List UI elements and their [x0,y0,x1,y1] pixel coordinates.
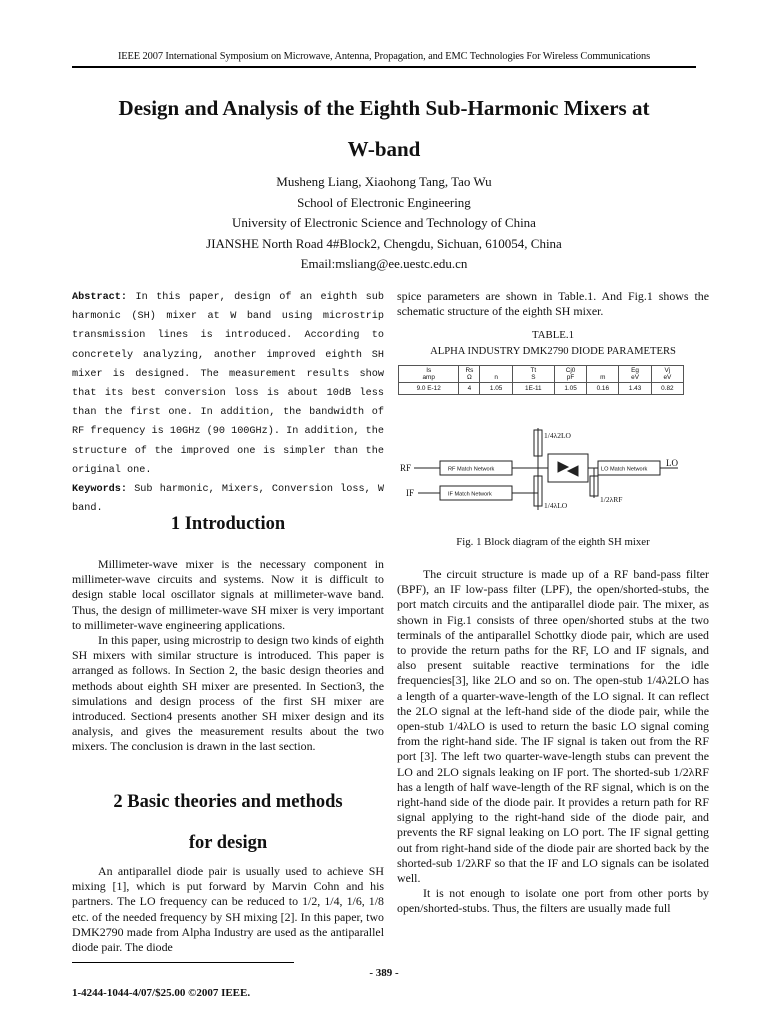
right-column-top [397,289,709,319]
abstract-label: Abstract: [72,292,128,303]
title-line-2: W-band [347,137,421,161]
if-port-label: IF [406,488,415,498]
table-head-cell: Rs Ω [459,366,480,383]
footnote-rule [72,962,294,963]
table-label: TABLE.1 [531,329,575,341]
abstract-text: In this paper, design of an eighth sub harmonic (SH) mixer at W band using microstrip transmission lines is introduced. According to concretely analyzing, another improved eighth SH mixer is designed. The measurement results show that its best conversion loss is about 10dB less than the first one. In addition, the bandwidth of RF frequency is 10GHz (90 100GHz). In addition, the structure of the improved one is simpler than the original one. [72,292,384,476]
table-header-row [399,366,684,383]
stub-2lo-label: 1/4λ2LO [544,431,571,440]
table-cell: 1.43 [619,383,651,395]
author-names: Musheng Liang, Xiaohong Tang, Tao Wu [276,174,492,189]
table-cell: 4 [459,383,480,395]
section-2-body [72,864,384,955]
sec2-paragraph-1: An antiparallel diode pair is usually used to achieve SH mixing [1], which is put forward by Marvin Cohn and his partners. The LO frequency can be reduced to 1/2, 1/4, 1/6, 1/8 etc. of the needed frequency by SH mixing [2]. In this paper, two DMK2790 made from Alpha Industry are used as the antiparallel diode pair. The diode [72,864,384,955]
header-rule [72,66,696,68]
author-email: Email:msliang@ee.uestc.edu.cn [300,256,468,272]
table-head-cell: Is amp [399,366,459,383]
diode-pair-box [548,454,588,482]
table-head-cell: m [587,366,619,383]
keywords-label: Keywords: [72,484,128,496]
lo-match-label: LO Match Network [601,466,648,473]
if-match-label: IF Match Network [448,491,492,498]
rf-port-label: RF [400,463,412,473]
right-column-body [397,567,709,917]
stub-lo-label: 1/4λLO [544,501,568,510]
table-title: ALPHA INDUSTRY DMK2790 DIODE PARAMETERS [430,346,676,357]
diode-parameter-table [398,365,684,395]
table-cell: 1.05 [554,383,586,395]
copyright-line: 1-4244-1044-4/07/$25.00 ©2007 IEEE. [72,987,251,999]
table-cell: 0.16 [587,383,619,395]
running-header: IEEE 2007 International Symposium on Microwave, Antenna, Propagation, and EMC Technologies For Wireless Communications [117,51,651,62]
abstract [72,288,384,480]
section-1-heading: 1 Introduction [170,514,286,534]
table-head-cell: n [480,366,512,383]
author-dept: School of Electronic Engineering [297,194,471,210]
diode-lower-icon [568,466,578,476]
rf-match-label: RF Match Network [448,466,495,473]
intro-paragraph-2: In this paper, using microstrip to design two kinds of eighth SH mixers with similar structure is introduced. This paper is arranged as follows. In Section 2, the basic design theories and methods about eighth SH mixer are presented. In Section3, the simulations and design process of the first SH mixer are introduced. Section4 presents another SH mixer design and its analysis, and gives the measurement results about the two mixers. The conclusion is drawn in the last section. [72,633,384,754]
page-number: - 389 - [369,967,399,979]
right-paragraph-1: The circuit structure is made up of a RF band-pass filter (BPF), an IF low-pass filter (LPF), the open/shorted-stubs, the port match circuits and the antiparallel diode pair. The mixer, as shown in Fig.1 consists of three open/shorted stubs at the two terminals of the antiparallel Schottky diode pair, which are used to provide the return paths for the RF, LO and IF signals, and also present suitable reactive terminations for the idle frequencies[3], like 2LO and so on. The open-stub 1/4λ2LO has a length of a quarter-wave-length of the LO signal. It can reflect the 2LO signal at the left-hand side of the diode pair, while the open-stub 1/4λLO is used to return the basic LO signal coming from the right-hand side. The IF signal is taken out from the RF port [3]. The left two quarter-wave-length stubs can prevent the LO and 2LO signals leaking on IF port. The shorted-sub 1/2λRF has a length of half wave-length of the RF signal, which is on the right-hand side of the diode pair. It provides a return path for RF signal applying to the right-hand side of the diode pair, and prevents the RF signal leaking on LO port. The IF signal getting out from right-hand side of the diode pair are shorted back by the shorted-sub 1/2λRF so that the IF and LO signals can be isolated well. [397,567,709,886]
table-head-cell: Eg eV [619,366,651,383]
author-univ: University of Electronic Science and Technology of China [232,215,536,231]
section-1-body [72,557,384,755]
block-diagram-figure [398,424,698,524]
table-cell: 0.82 [651,383,683,395]
table-cell: 1.05 [480,383,512,395]
right-paragraph-2: It is not enough to isolate one port from other ports by open/shorted-stubs. Thus, the filters are usually made full [397,886,709,916]
figure-caption: Fig. 1 Block diagram of the eighth SH mixer [456,536,650,548]
table-head-cell: Cj0 pF [554,366,586,383]
diode-upper-icon [558,462,568,472]
author-block [120,172,648,275]
title-line-1: Design and Analysis of the Eighth Sub-Harmonic Mixers at [118,96,650,120]
keywords-text: Sub harmonic, Mixers, Conversion loss, W band. [72,484,384,515]
table-row [399,383,684,395]
section-2-heading-line-1: 2 Basic theories and methods [113,792,343,812]
table-cell: 1E-11 [512,383,554,395]
table-head-cell: Vj eV [651,366,683,383]
left-column [72,288,384,518]
table-cell: 9.0 E-12 [399,383,459,395]
intro-paragraph-1: Millimeter-wave mixer is the necessary component in millimeter-wave circuits and systems. Now it is difficult to design stable local oscillator signals at millimeter-wave band. Thus, the design of millimeter-wave SH mixer is very important to millimeter-wave engineering applications. [72,557,384,632]
author-address: JIANSHE North Road 4#Block2, Chengdu, Sichuan, 610054, China [206,235,562,251]
paper-title [60,88,708,170]
keywords [72,480,384,518]
section-2-heading-line-2: for design [188,833,268,853]
table-head-cell: Tt S [512,366,554,383]
lo-port-label: LO [666,458,678,468]
stub-rf-label: 1/2λRF [600,495,623,504]
right-paragraph-0: spice parameters are shown in Table.1. And Fig.1 shows the schematic structure of the eighth SH mixer. [397,289,709,319]
